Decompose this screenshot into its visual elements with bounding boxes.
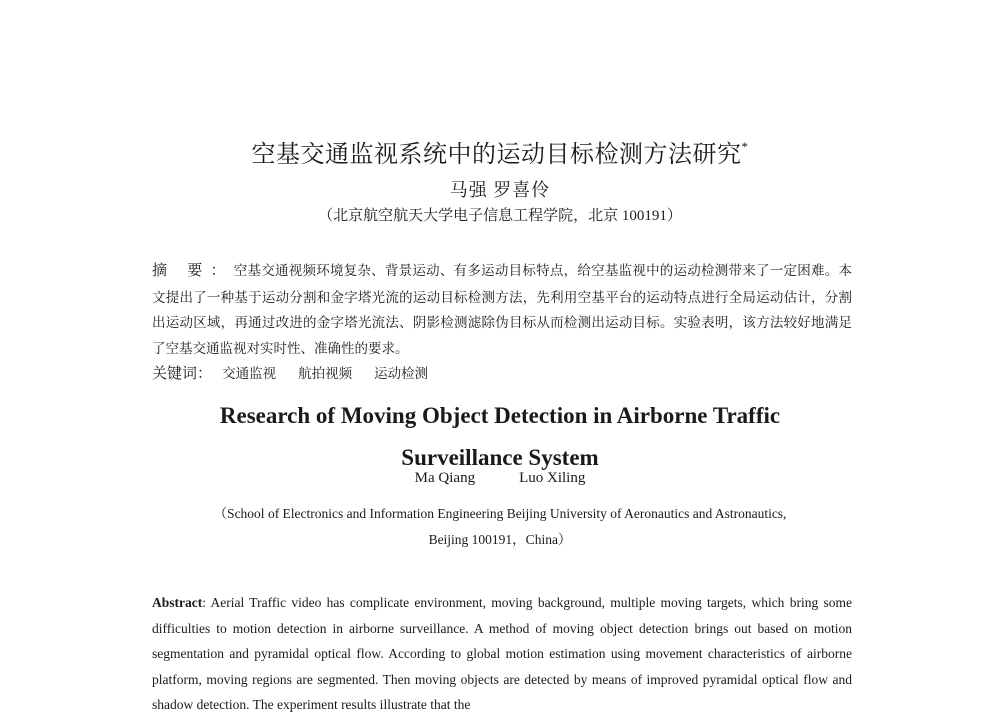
en-abstract-text: : Aerial Traffic video has complicate environment, moving background, multiple moving targets, which bring some difficulties to motion detection in airborne surveillance. A method of moving object detection brings out based on motion segmentation and pyramidal optical flow. According to global motion estimation using movement characteristics of airborne platform, moving regions are segmented. Then moving objects are detected by means of improved pyramidal optical flow and shadow detection. The experiment results illustrate that the: [152, 595, 852, 712]
cn-title-text: 空基交通监视系统中的运动目标检测方法研究: [251, 142, 742, 168]
cn-affiliation: （北京航空航天大学电子信息工程学院，北京 100191）: [318, 208, 682, 224]
title-footnote-mark: *: [741, 139, 749, 154]
en-affiliation: [0, 501, 1000, 553]
cn-keyword: 航拍视频: [298, 366, 353, 381]
cn-keywords-label: 关键词：: [152, 366, 213, 382]
en-authors: [0, 470, 1000, 487]
en-abstract: [152, 590, 852, 718]
cn-authors: 马强 罗喜伶: [449, 180, 551, 200]
en-abstract-label: Abstract: [152, 595, 203, 610]
cn-paper-title: [0, 134, 1000, 169]
en-title-line: Research of Moving Object Detection in Airborne Traffic: [219, 403, 781, 428]
en-author: Luo Xiling: [519, 470, 586, 486]
cn-abstract: [152, 258, 852, 361]
en-paper-title: [0, 395, 1000, 479]
en-affiliation-line: Beijing 100191，China）: [428, 532, 572, 547]
cn-keyword: 交通监视: [222, 366, 277, 381]
cn-keywords: [152, 362, 450, 383]
cn-abstract-label: 摘 要：: [152, 263, 234, 279]
cn-keyword: 运动检测: [374, 366, 429, 381]
en-affiliation-line: （School of Electronics and Information Engineering Beijing University of Aeronautics and Astronautics,: [213, 506, 787, 521]
en-author: Ma Qiang: [414, 470, 476, 486]
cn-abstract-text: 空基交通视频环境复杂、背景运动、有多运动目标特点，给空基监视中的运动检测带来了一定困难。本文提出了一种基于运动分割和金字塔光流的运动目标检测方法，先利用空基平台的运动特点进行全局运动估计，分割出运动区域，再通过改进的金字塔光流法、阴影检测滤除伪目标从而检测出运动目标。实验表明，该方法较好地满足了空基交通监视对实时性、准确性的要求。: [152, 263, 852, 356]
en-title-line: Surveillance System: [401, 445, 599, 470]
